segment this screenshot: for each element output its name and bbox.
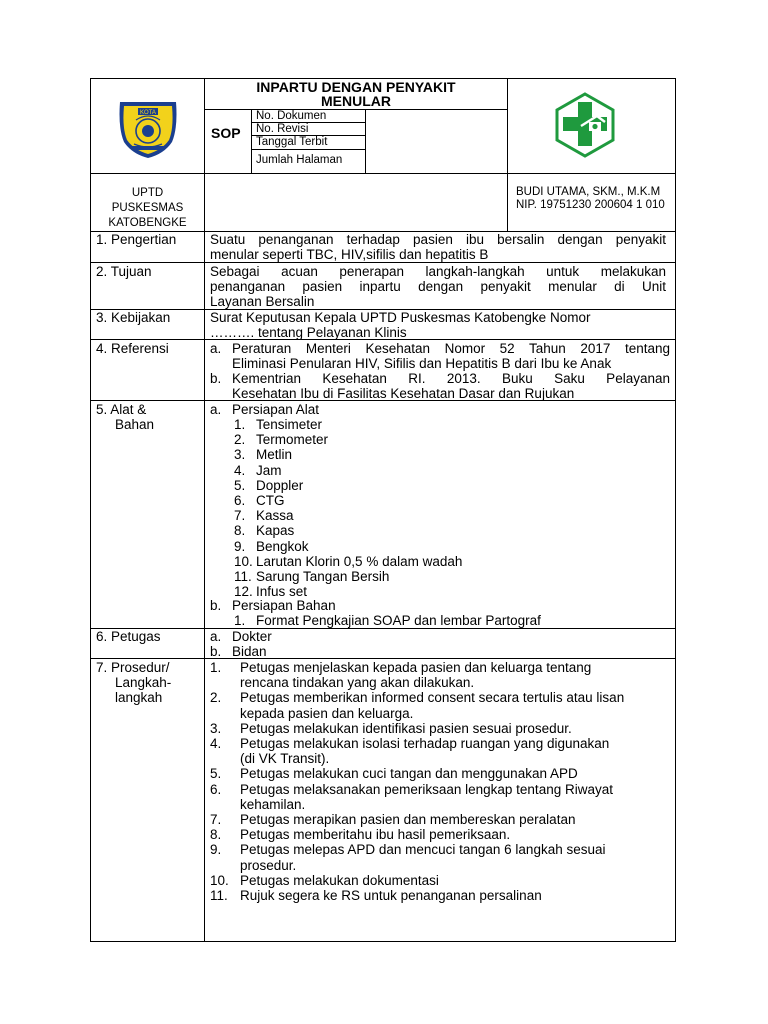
left-logo-text: KOTA xyxy=(140,110,156,116)
alat-item-number: 10. xyxy=(234,553,253,569)
petugas-marker-b: b. xyxy=(210,644,222,659)
prosedur-step-number: 5. xyxy=(210,766,222,782)
label-prosedur-line2: Langkah- xyxy=(115,675,172,690)
referensi-a-line1: Peraturan Menteri Kesehatan Nomor 52 Tahun 2017 tentang xyxy=(232,341,670,356)
label-referensi: 4. Referensi xyxy=(96,341,169,356)
referensi-marker-b: b. xyxy=(210,371,222,386)
prosedur-step-line: Petugas melepas APD dan mencuci tangan 6 langkah sesuai xyxy=(240,842,606,858)
meta-tanggal-terbit: Tanggal Terbit xyxy=(256,136,328,148)
alat-marker-b: b. xyxy=(210,598,222,613)
alat-item-number: 11. xyxy=(234,569,252,584)
prosedur-step-line: kehamilan. xyxy=(240,796,306,812)
prosedur-step-line: Petugas menjelaskan kepada pasien dan keluarga tentang xyxy=(240,660,592,675)
kebijakan-line1: Surat Keputusan Kepala UPTD Puskesmas Katobengke Nomor xyxy=(210,310,591,325)
tujuan-line1: Sebagai acuan penerapan langkah-langkah untuk melakukan xyxy=(210,264,666,279)
referensi-marker-a: a. xyxy=(210,341,222,356)
prosedur-step-line: Petugas merapikan pasien dan membereskan peralatan xyxy=(240,812,576,827)
label-prosedur-line1: 7. Prosedur/ xyxy=(96,660,170,675)
alat-item-number: 7. xyxy=(234,508,246,524)
prosedur-step-line: rencana tindakan yang akan dilakukan. xyxy=(240,675,475,691)
label-prosedur-line3: langkah xyxy=(115,690,163,705)
alat-item: Larutan Klorin 0,5 % dalam wadah xyxy=(256,553,463,569)
prosedur-step-number: 11. xyxy=(210,888,228,903)
meta-no-dokumen: No. Dokumen xyxy=(256,110,327,122)
tujuan-line3: Layanan Bersalin xyxy=(210,294,315,309)
label-kebijakan: 3. Kebijakan xyxy=(96,310,171,325)
tujuan-line2: penanganan pasien inpartu dengan penyakit menular di Unit xyxy=(210,279,666,294)
prosedur-step-line: Petugas melakukan isolasi terhadap ruangan yang digunakan xyxy=(240,736,610,751)
right-logo xyxy=(553,92,617,158)
alat-item: Bengkok xyxy=(256,538,309,554)
bahan-number: 1. xyxy=(234,613,246,628)
prosedur-step-line: Petugas melaksanakan pemeriksaan lengkap tentang Riwayat xyxy=(240,781,613,797)
sop-label: SOP xyxy=(211,125,241,141)
petugas-marker-a: a. xyxy=(210,629,222,644)
prosedur-step-number: 7. xyxy=(210,812,222,827)
alat-item: Kapas xyxy=(256,523,295,539)
alat-a-title: Persiapan Alat xyxy=(232,402,320,417)
alat-item-number: 3. xyxy=(234,447,246,463)
meta-no-revisi: No. Revisi xyxy=(256,123,309,135)
label-alat-line2: Bahan xyxy=(115,417,155,432)
alat-item-number: 6. xyxy=(234,493,246,508)
left-logo xyxy=(114,98,182,160)
alat-item-number: 8. xyxy=(234,523,246,539)
alat-item: Infus set xyxy=(256,584,308,600)
prosedur-step-number: 10. xyxy=(210,872,229,888)
prosedur-step-line: Petugas memberikan informed consent secara tertulis atau lisan xyxy=(240,690,625,706)
prosedur-step-line: Petugas melakukan cuci tangan dan menggunakan APD xyxy=(240,766,578,782)
prosedur-step-line: Petugas memberitahu ibu hasil pemeriksaan. xyxy=(240,827,511,843)
alat-item: Tensimeter xyxy=(256,417,323,432)
title-line2: MENULAR xyxy=(321,93,391,109)
prosedur-step-number: 8. xyxy=(210,827,222,843)
alat-item: Jam xyxy=(256,462,282,478)
referensi-b-line2: Kesehatan Ibu di Fasilitas Kesehatan Dasar dan Rujukan xyxy=(232,386,575,401)
alat-item: Doppler xyxy=(256,477,304,493)
alat-item-number: 1. xyxy=(234,417,246,432)
prosedur-step-number: 2. xyxy=(210,690,222,706)
kebijakan-line2: ………. tentang Pelayanan Klinis xyxy=(210,325,407,340)
alat-item: Termometer xyxy=(256,432,329,448)
alat-item-number: 9. xyxy=(234,538,246,554)
prosedur-step-line: Rujuk segera ke RS untuk penanganan persalinan xyxy=(240,888,542,903)
label-tujuan: 2. Tujuan xyxy=(96,264,152,279)
org-line1: UPTD xyxy=(131,187,164,199)
prosedur-step-number: 9. xyxy=(210,842,222,858)
referensi-b-line1: Kementrian Kesehatan RI. 2013. Buku Saku Pelayanan xyxy=(232,371,670,386)
alat-marker-a: a. xyxy=(210,402,222,417)
alat-item-number: 5. xyxy=(234,477,246,493)
label-alat-line1: 5. Alat & xyxy=(96,402,147,417)
pengertian-line1: Suatu penanganan terhadap pasien ibu bersalin dengan penyakit xyxy=(210,232,666,247)
alat-item-number: 12. xyxy=(234,584,253,600)
prosedur-step-line: Petugas melakukan dokumentasi xyxy=(240,872,439,888)
label-petugas: 6. Petugas xyxy=(96,629,161,644)
org-line2: PUSKESMAS xyxy=(111,202,184,214)
prosedur-step-number: 1. xyxy=(210,660,222,675)
alat-item: Metlin xyxy=(256,447,293,463)
title-line1: INPARTU DENGAN PENYAKIT xyxy=(256,79,456,95)
alat-item-number: 2. xyxy=(234,432,246,448)
prosedur-step-line: prosedur. xyxy=(240,857,297,873)
alat-item-number: 4. xyxy=(234,462,246,478)
referensi-a-line2: Eliminasi Penularan HIV, Sifilis dan Hepatitis B dari Ibu ke Anak xyxy=(232,356,612,371)
prosedur-step-number: 4. xyxy=(210,736,222,751)
prosedur-step-number: 6. xyxy=(210,781,222,797)
prosedur-step-line: (di VK Transit). xyxy=(240,751,330,767)
prosedur-step-number: 3. xyxy=(210,720,222,736)
org-line3: KATOBENGKE xyxy=(108,217,187,229)
meta-jumlah-halaman: Jumlah Halaman xyxy=(256,154,343,166)
signer-nip: NIP. 19751230 200604 1 010 xyxy=(516,199,665,211)
label-pengertian: 1. Pengertian xyxy=(96,232,177,247)
pengertian-line2: menular seperti TBC, HIV,sifilis dan hepatitis B xyxy=(210,247,489,262)
petugas-b: Bidan xyxy=(232,644,267,659)
alat-item: Kassa xyxy=(256,508,294,524)
alat-b-title: Persiapan Bahan xyxy=(232,598,336,613)
alat-item: Sarung Tangan Bersih xyxy=(256,569,390,584)
bahan-item: Format Pengkajian SOAP dan lembar Partograf xyxy=(256,613,541,628)
petugas-a: Dokter xyxy=(232,629,272,644)
prosedur-step-line: kepada pasien dan keluarga. xyxy=(240,705,414,721)
signer-name: BUDI UTAMA, SKM., M.K.M xyxy=(516,186,661,198)
prosedur-step-line: Petugas melakukan identifikasi pasien sesuai prosedur. xyxy=(240,720,572,736)
alat-item: CTG xyxy=(256,493,285,508)
